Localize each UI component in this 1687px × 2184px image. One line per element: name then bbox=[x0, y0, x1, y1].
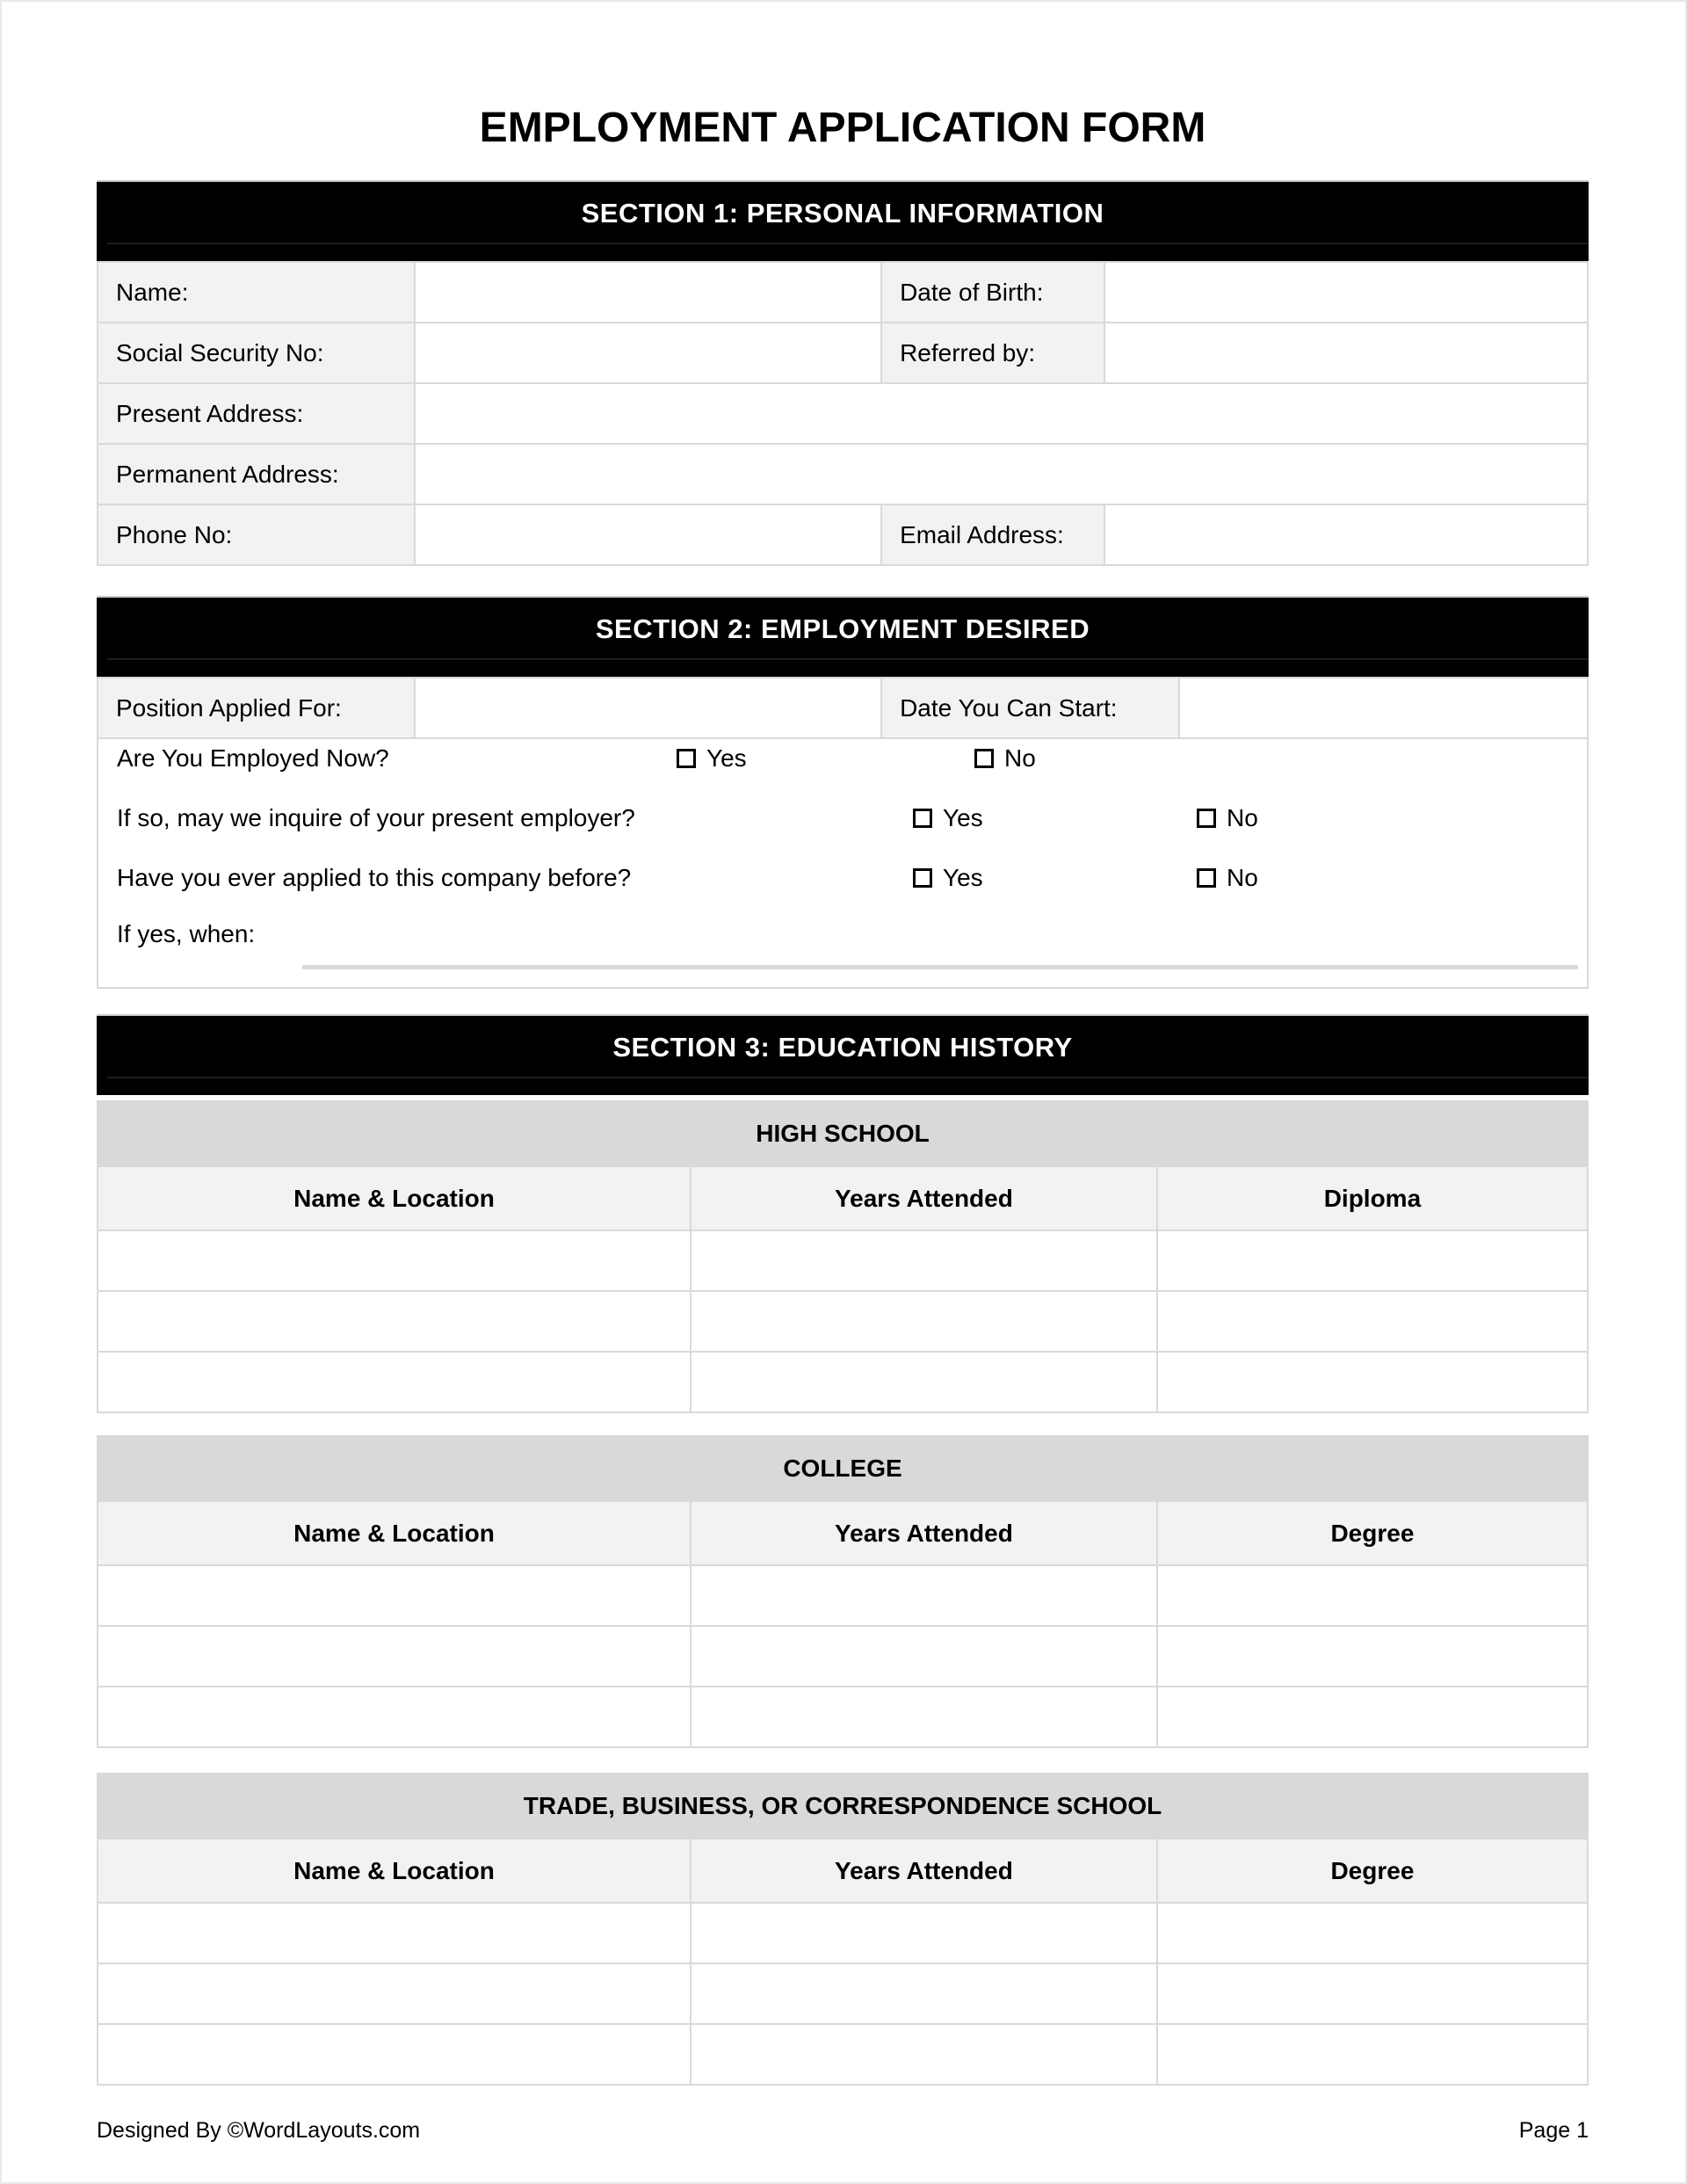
high-school-title: HIGH SCHOOL bbox=[98, 1101, 1588, 1166]
table-row bbox=[98, 262, 1588, 323]
table-row bbox=[98, 1166, 1588, 1230]
high-school-years-cell[interactable] bbox=[691, 1230, 1157, 1291]
checkbox-icon[interactable] bbox=[677, 749, 696, 768]
college-name-cell[interactable] bbox=[98, 1565, 691, 1626]
trade-school-degree-cell[interactable] bbox=[1157, 1963, 1588, 2024]
position-applied-label: Position Applied For: bbox=[98, 678, 415, 738]
question-text: Have you ever applied to this company before? bbox=[117, 864, 632, 891]
page-footer bbox=[97, 2118, 1589, 2148]
college-name-cell[interactable] bbox=[98, 1626, 691, 1687]
column-header-name-location: Name & Location bbox=[98, 1501, 691, 1565]
permanent-address-label: Permanent Address: bbox=[98, 444, 415, 504]
checkbox-icon[interactable] bbox=[913, 809, 932, 828]
college-years-cell[interactable] bbox=[691, 1687, 1157, 1747]
section-3-header-text: SECTION 3: EDUCATION HISTORY bbox=[612, 1032, 1073, 1063]
table-row bbox=[98, 1626, 1588, 1687]
high-school-name-cell[interactable] bbox=[98, 1352, 691, 1412]
table-row bbox=[98, 383, 1588, 444]
if-yes-when-label: If yes, when: bbox=[117, 920, 256, 947]
table-row bbox=[98, 444, 1588, 504]
phone-input-cell[interactable] bbox=[415, 504, 881, 565]
column-header-years-attended: Years Attended bbox=[691, 1839, 1157, 1903]
form-content bbox=[97, 0, 1589, 2086]
checkbox-icon[interactable] bbox=[974, 749, 994, 768]
table-row bbox=[98, 1903, 1588, 1963]
section-3-header-band bbox=[97, 1014, 1589, 1095]
checkbox-icon[interactable] bbox=[913, 868, 932, 888]
column-header-name-location: Name & Location bbox=[98, 1839, 691, 1903]
referred-by-label: Referred by: bbox=[881, 323, 1104, 383]
column-header-years-attended: Years Attended bbox=[691, 1166, 1157, 1230]
form-title: EMPLOYMENT APPLICATION FORM bbox=[479, 105, 1206, 151]
present-address-input-cell[interactable] bbox=[415, 383, 1588, 444]
date-of-birth-label: Date of Birth: bbox=[881, 262, 1104, 323]
question-applied-before bbox=[98, 862, 1587, 894]
column-header-diploma: Diploma bbox=[1157, 1166, 1588, 1230]
if-yes-when-fill-line[interactable] bbox=[302, 965, 1578, 969]
email-label: Email Address: bbox=[881, 504, 1104, 565]
high-school-table bbox=[97, 1100, 1589, 1413]
table-row bbox=[98, 504, 1588, 565]
question-employed-now bbox=[98, 743, 1587, 774]
page-number: Page 1 bbox=[1518, 2118, 1589, 2143]
high-school-years-cell[interactable] bbox=[691, 1352, 1157, 1412]
present-address-label: Present Address: bbox=[98, 383, 415, 444]
trade-school-years-cell[interactable] bbox=[691, 1903, 1157, 1963]
trade-school-name-cell[interactable] bbox=[98, 2024, 691, 2085]
table-row bbox=[98, 1839, 1588, 1903]
column-header-degree: Degree bbox=[1157, 1839, 1588, 1903]
employed-now-yes-checkbox[interactable] bbox=[677, 743, 747, 774]
table-row bbox=[98, 678, 1588, 738]
table-row bbox=[98, 323, 1588, 383]
college-degree-cell[interactable] bbox=[1157, 1626, 1588, 1687]
table-row bbox=[98, 1687, 1588, 1747]
inquire-employer-no-checkbox[interactable] bbox=[1197, 802, 1258, 834]
college-title: COLLEGE bbox=[98, 1436, 1588, 1501]
date-can-start-input-cell[interactable] bbox=[1179, 678, 1588, 738]
date-of-birth-input-cell[interactable] bbox=[1104, 262, 1588, 323]
trade-school-title: TRADE, BUSINESS, OR CORRESPONDENCE SCHOOL bbox=[98, 1774, 1588, 1839]
table-row bbox=[98, 1230, 1588, 1291]
college-name-cell[interactable] bbox=[98, 1687, 691, 1747]
trade-school-years-cell[interactable] bbox=[691, 2024, 1157, 2085]
date-can-start-label: Date You Can Start: bbox=[881, 678, 1179, 738]
high-school-diploma-cell[interactable] bbox=[1157, 1230, 1588, 1291]
position-applied-input-cell[interactable] bbox=[415, 678, 881, 738]
checkbox-label: No bbox=[1004, 744, 1036, 772]
table-row bbox=[98, 1101, 1588, 1166]
table-row bbox=[98, 1963, 1588, 2024]
section-2-header-band bbox=[97, 596, 1589, 677]
question-text: If so, may we inquire of your present employer? bbox=[117, 804, 635, 831]
checkbox-icon[interactable] bbox=[1197, 868, 1216, 888]
trade-school-table bbox=[97, 1773, 1589, 2086]
table-row bbox=[98, 1565, 1588, 1626]
name-label: Name: bbox=[98, 262, 415, 323]
social-security-input-cell[interactable] bbox=[415, 323, 881, 383]
college-years-cell[interactable] bbox=[691, 1626, 1157, 1687]
checkbox-label: Yes bbox=[943, 804, 983, 831]
table-row bbox=[98, 1352, 1588, 1412]
table-row bbox=[98, 1774, 1588, 1839]
checkbox-label: Yes bbox=[706, 744, 747, 772]
email-input-cell[interactable] bbox=[1104, 504, 1588, 565]
checkbox-label: Yes bbox=[943, 864, 983, 891]
college-table bbox=[97, 1435, 1589, 1748]
designed-by-credit: Designed By ©WordLayouts.com bbox=[97, 2118, 421, 2143]
section-1-header-text: SECTION 1: PERSONAL INFORMATION bbox=[581, 198, 1104, 229]
checkbox-label: No bbox=[1227, 864, 1258, 891]
trade-school-name-cell[interactable] bbox=[98, 1903, 691, 1963]
referred-by-input-cell[interactable] bbox=[1104, 323, 1588, 383]
section-2-header-text: SECTION 2: EMPLOYMENT DESIRED bbox=[595, 613, 1090, 644]
college-degree-cell[interactable] bbox=[1157, 1687, 1588, 1747]
column-header-name-location: Name & Location bbox=[98, 1166, 691, 1230]
college-degree-cell[interactable] bbox=[1157, 1565, 1588, 1626]
table-row bbox=[98, 1501, 1588, 1565]
trade-school-name-cell[interactable] bbox=[98, 1963, 691, 2024]
question-inquire-employer bbox=[98, 802, 1587, 834]
high-school-diploma-cell[interactable] bbox=[1157, 1352, 1588, 1412]
name-input-cell[interactable] bbox=[415, 262, 881, 323]
high-school-name-cell[interactable] bbox=[98, 1291, 691, 1352]
employed-now-no-checkbox[interactable] bbox=[974, 743, 1036, 774]
trade-school-degree-cell[interactable] bbox=[1157, 2024, 1588, 2085]
table-row bbox=[98, 1436, 1588, 1501]
high-school-name-cell[interactable] bbox=[98, 1230, 691, 1291]
applied-before-yes-checkbox[interactable] bbox=[913, 862, 983, 894]
employment-desired-table bbox=[97, 677, 1589, 739]
employment-questions-area bbox=[97, 739, 1589, 989]
checkbox-icon[interactable] bbox=[1197, 809, 1216, 828]
table-row bbox=[98, 2024, 1588, 2085]
high-school-diploma-cell[interactable] bbox=[1157, 1291, 1588, 1352]
high-school-years-cell[interactable] bbox=[691, 1291, 1157, 1352]
phone-label: Phone No: bbox=[98, 504, 415, 565]
applied-before-no-checkbox[interactable] bbox=[1197, 862, 1258, 894]
social-security-label: Social Security No: bbox=[98, 323, 415, 383]
section-1-header-band bbox=[97, 180, 1589, 261]
personal-information-table bbox=[97, 261, 1589, 566]
inquire-employer-yes-checkbox[interactable] bbox=[913, 802, 983, 834]
checkbox-label: No bbox=[1227, 804, 1258, 831]
college-years-cell[interactable] bbox=[691, 1565, 1157, 1626]
question-text: Are You Employed Now? bbox=[117, 744, 389, 772]
trade-school-years-cell[interactable] bbox=[691, 1963, 1157, 2024]
trade-school-degree-cell[interactable] bbox=[1157, 1903, 1588, 1963]
column-header-degree: Degree bbox=[1157, 1501, 1588, 1565]
table-row bbox=[98, 1291, 1588, 1352]
if-yes-when-line bbox=[98, 918, 1587, 950]
column-header-years-attended: Years Attended bbox=[691, 1501, 1157, 1565]
permanent-address-input-cell[interactable] bbox=[415, 444, 1588, 504]
